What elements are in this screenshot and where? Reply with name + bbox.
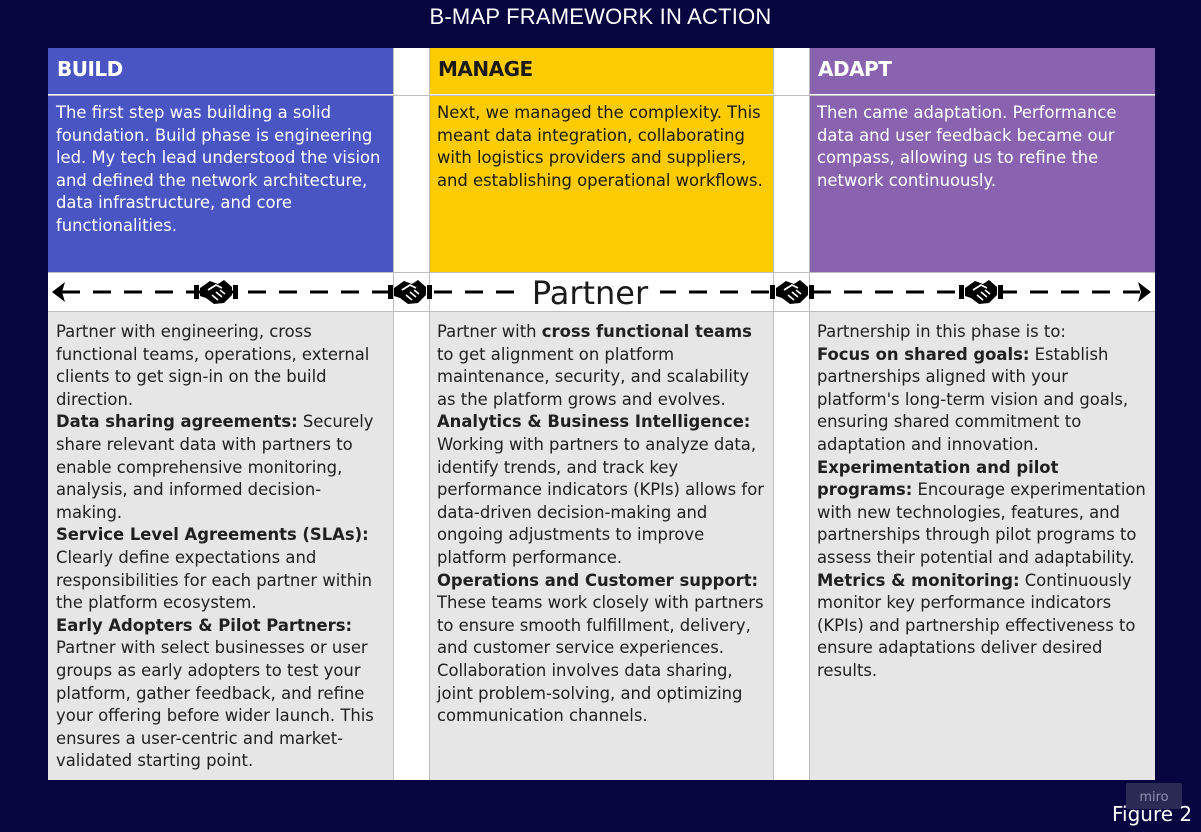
manage-paragraph: Analytics & Business Intelligence: Working with partners to analyze data, identify trends, and track key performance indicators (KPIs) allows for data-driven decision-making and ongoing adjustments to improve platform performance. — [437, 412, 764, 567]
build-summary: The first step was building a solid foundation. Build phase is engineering led. My tech lead understood the vision and defined the network architecture, data infrastructure, and core functionalities. — [48, 96, 393, 272]
adapt-paragraph: Metrics & monitoring: Continuously monitor key performance indicators (KPIs) and partnership effectiveness to ensure adaptations deliver desired results. — [817, 570, 1136, 680]
adapt-paragraph: Experimentation and pilot programs: Encourage experimentation with new technologies, features, and partnerships through pilot programs to assess their potential and adaptability. — [817, 457, 1146, 567]
build-paragraph: Partner with engineering, cross functional teams, operations, external clients to get sign-in on the build direction. — [56, 322, 370, 409]
handshake-icon — [959, 280, 1003, 304]
gap-column-2 — [773, 48, 809, 780]
handshake-icon — [388, 280, 432, 304]
grid-line — [809, 48, 810, 780]
grid-line — [773, 48, 774, 780]
build-paragraph: Data sharing agreements: Securely share relevant data with partners to enable comprehensive monitoring, analysis, and informed decision-making. — [56, 412, 374, 522]
watermark: miro — [1126, 783, 1182, 809]
adapt-paragraph: Focus on shared goals: Establish partnerships aligned with your platform's long-term vision and goals, ensuring shared commitment to adaptation and innovation. — [817, 344, 1129, 454]
page-title: B-MAP FRAMEWORK IN ACTION — [429, 4, 772, 29]
partner-arrow — [48, 273, 1155, 311]
grid-line — [429, 48, 430, 780]
figure-label: Figure 2 — [1112, 802, 1193, 826]
gap-column-1 — [393, 48, 429, 780]
grid-line — [48, 95, 1155, 96]
build-paragraph: Service Level Agreements (SLAs): Clearly define expectations and responsibilities for each partner within the platform ecosystem. — [56, 525, 373, 613]
manage-paragraph: Operations and Customer support: These teams work closely with partners to ensure smooth fulfillment, delivery, and customer service experiences. Collaboration involves data sharing, joint problem-solving, and optimizing communication channels. — [437, 570, 764, 726]
adapt-summary: Then came adaptation. Performance data and user feedback became our compass, allowing us to refine the network continuously. — [809, 96, 1155, 272]
grid-line — [48, 311, 1155, 312]
manage-details — [429, 312, 773, 780]
manage-heading: MANAGE — [429, 48, 773, 94]
partner-label: Partner — [531, 274, 649, 311]
manage-summary: Next, we managed the complexity. This meant data integration, collaborating with logistics providers and suppliers, and establishing operational workflows. — [429, 96, 773, 272]
framework-board — [48, 48, 1155, 780]
handshake-icon — [770, 280, 814, 304]
handshake-icon — [194, 280, 238, 304]
build-heading: BUILD — [48, 48, 393, 94]
build-details — [48, 312, 393, 780]
adapt-details — [809, 312, 1155, 780]
adapt-paragraph: Partnership in this phase is to: — [817, 322, 1066, 341]
grid-line — [393, 48, 394, 780]
manage-paragraph: Partner with cross functional teams to get alignment on platform maintenance, security, and scalability as the platform grows and evolves. — [437, 322, 752, 409]
adapt-heading: ADAPT — [809, 48, 1155, 94]
build-paragraph: Early Adopters & Pilot Partners: Partner with select businesses or user groups as early adopters to test your platform, gather feedback, and refine your offering before wider launch. This ensures a user-centric and market-validated starting point. — [56, 615, 374, 771]
